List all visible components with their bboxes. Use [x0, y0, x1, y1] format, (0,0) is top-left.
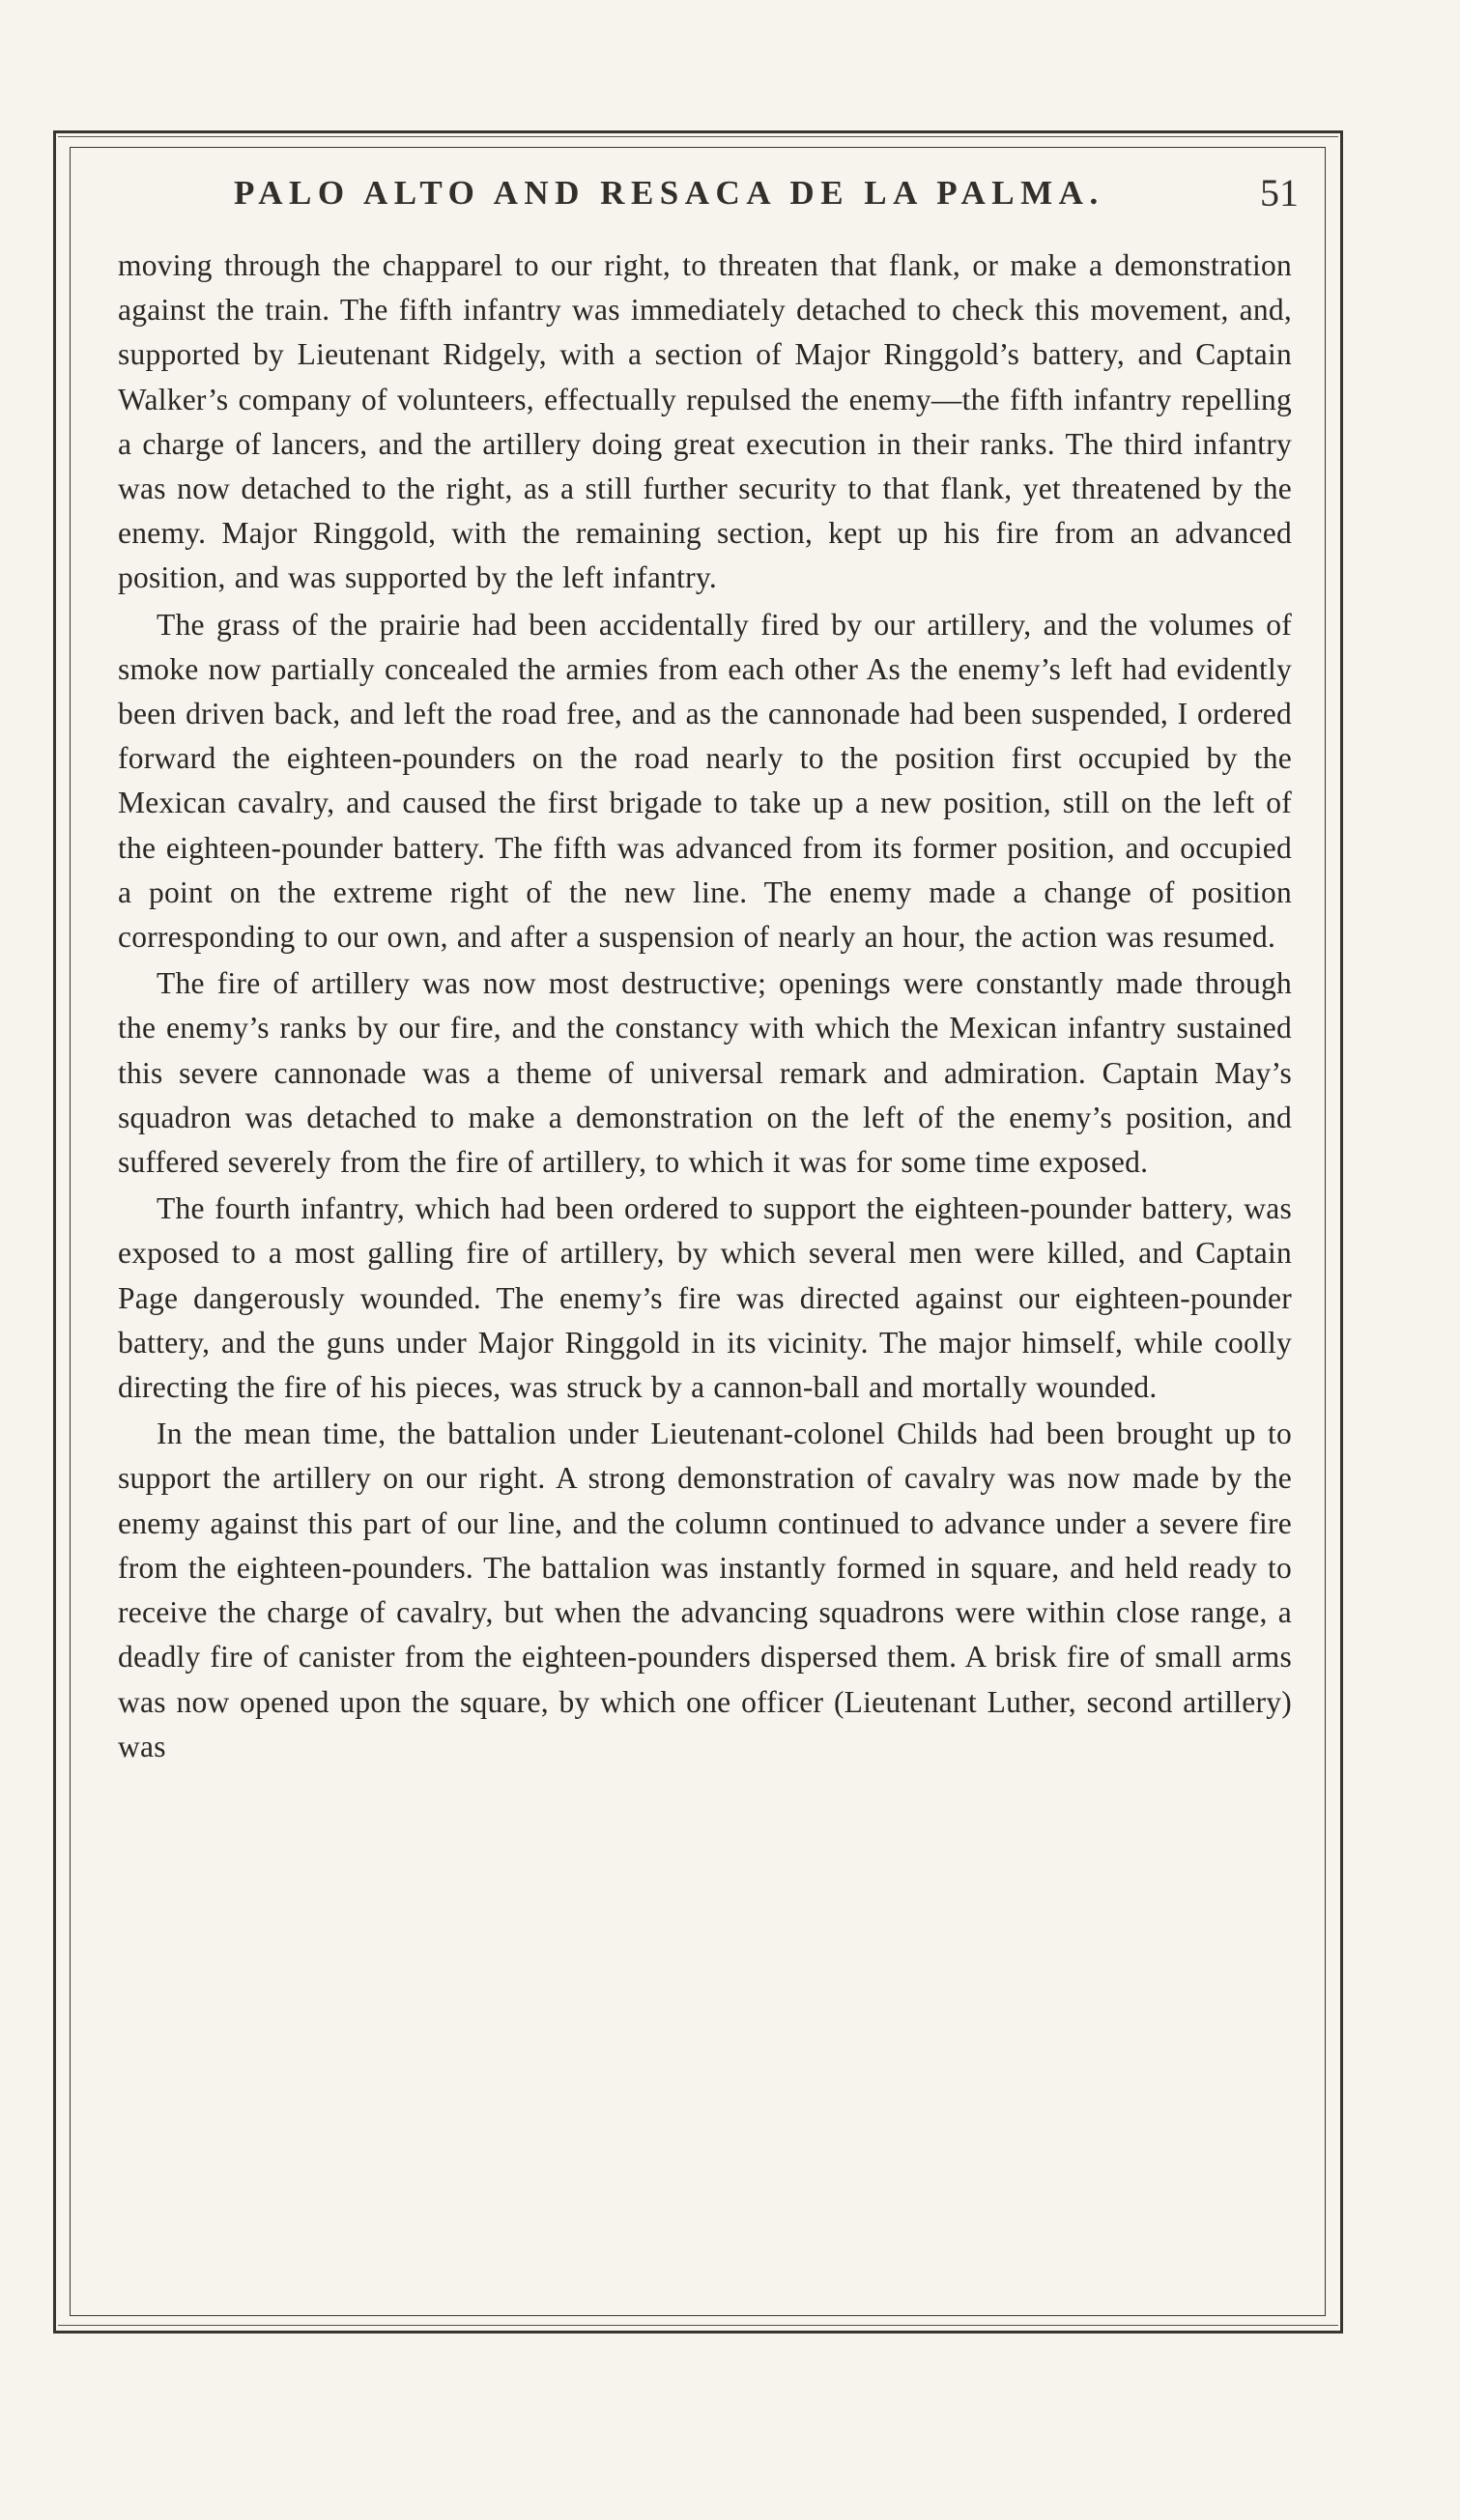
paragraph-continued: moving through the chapparel to our right, to threaten that flank, or make a demonstration against the train. The fifth infantry was immediately detached to check this movement, and, supported by Lieutenant Ridgely, with a section of Major Ringgold’s battery, and Captain Walker’s company of volunteers, effectually repulsed the enemy—the fifth infantry repelling a charge of lancers, and the artillery doing great execution in their ranks. The third infantry was now detached to the right, as a still further security to that flank, yet threatened by the enemy. Major Ringgold, with the remaining section, kept up his fire from an advanced position, and was supported by the left infantry. — [118, 248, 1292, 595]
body-text — [118, 243, 1292, 1769]
page-header — [70, 164, 1326, 222]
page-number: 51 — [1260, 171, 1299, 215]
paragraph: The grass of the prairie had been accidentally fired by our artillery, and the volumes of smoke now partially concealed the armies from each other As the enemy’s left had evidently been driven back, and left the road free, and as the cannonade had been suspended, I ordered forward the eighteen-pounders on the road nearly to the position first occupied by the Mexican cavalry, and caused the first brigade to take up a new position, still on the left of the eighteen-pounder battery. The fifth was advanced from its former position, and occupied a point on the extreme right of the new line. The enemy made a change of position corresponding to our own, and after a suspension of nearly an hour, the action was resumed. — [118, 607, 1292, 955]
paragraph: The fourth infantry, which had been ordered to support the eighteen-pounder battery, was exposed to a most galling fire of artillery, by which several men were killed, and Captain Page dangerously wounded. The enemy’s fire was directed against our eighteen-pounder battery, and the guns under Major Ringgold in its vicinity. The major himself, while coolly directing the fire of his pieces, was struck by a cannon-ball and mortally wounded. — [118, 1191, 1292, 1405]
running-title: PALO ALTO AND RESACA DE LA PALMA. — [234, 174, 1104, 212]
bottom-double-rule — [58, 2325, 1338, 2326]
paragraph: In the mean time, the battalion under Lieutenant-colonel Childs had been brought up to support the artillery on our right. A strong demonstration of cavalry was now made by the enemy against this part of our line, and the column continued to advance under a severe fire from the eighteen-pounders. The battalion was instantly formed in square, and held ready to receive the charge of cavalry, but when the advancing squadrons were within close range, a deadly fire of canister from the eighteen-pounders dispersed them. A brisk fire of small arms was now opened upon the square, by which one officer (Lieutenant Luther, second artillery) was — [118, 1417, 1292, 1763]
paragraph: The fire of artillery was now most destructive; openings were constantly made through the enemy’s ranks by our fire, and the constancy with which the Mexican infantry sustained this severe cannonade was a theme of universal remark and admiration. Captain May’s squadron was detached to make a demonstration on the left of the enemy’s position, and suffered severely from the fire of artillery, to which it was for some time exposed. — [118, 966, 1292, 1180]
